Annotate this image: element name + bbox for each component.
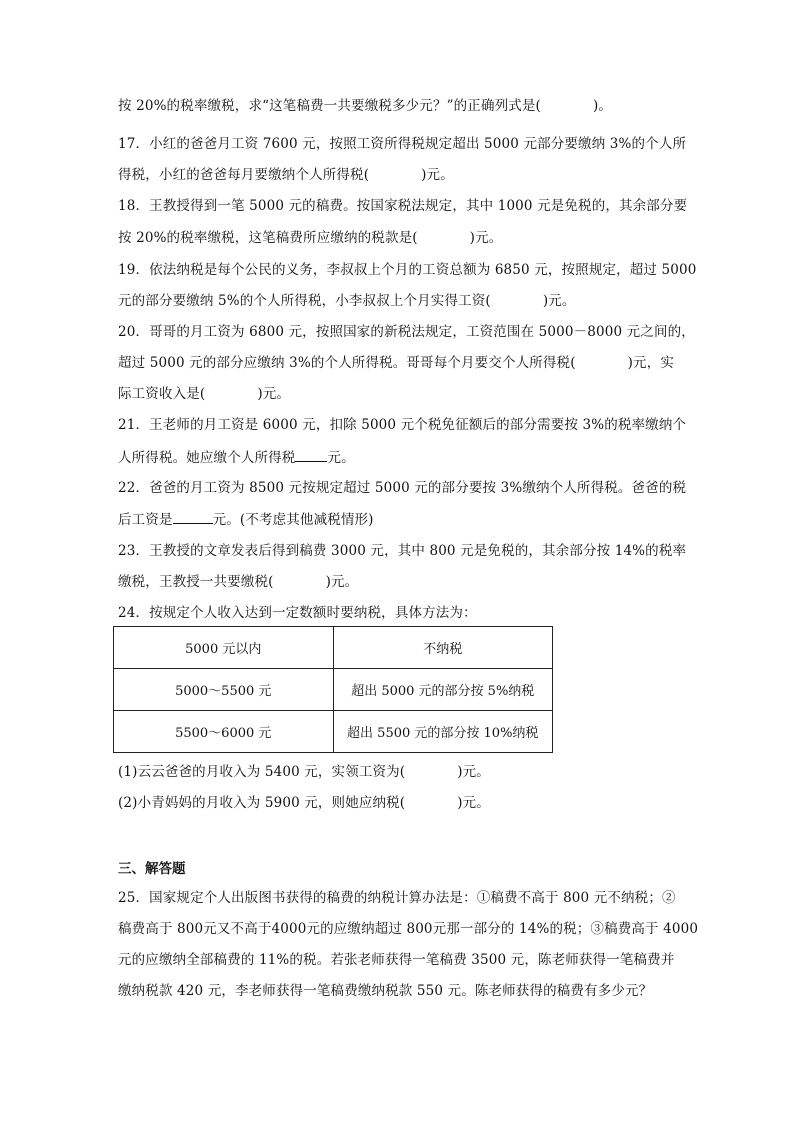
text: (2)小青妈妈的月收入为 5900 元，则她应纳税( [118,795,406,811]
question-21-line-1 [118,416,688,434]
question-19-line-1 [118,261,697,279]
table-cell: 5500～6000 元 [114,711,334,753]
text: 22．爸爸的月工资为 8500 元按规定超过 5000 元的部分要按 3%缴纳个人所得税。爸爸的税 [118,480,687,496]
question-18-line-1 [118,197,688,215]
text: 元。 [327,450,355,466]
text: )元。 [421,167,454,183]
answer-blank [173,510,213,524]
text: )元。 [257,386,291,402]
question-25-line-1 [118,889,688,907]
text: )元。 [457,764,490,780]
table-cell: 不纳税 [333,627,553,669]
text: 按 20%的税率缴税，求“这笔稿费一共要缴税多少元？”的正确列式是( [118,98,541,114]
text: 20．哥哥的月工资为 6800 元，按照国家的新税法规定，工资范围在 5000－8000 元之间的， [118,324,695,340]
text: 18．王教授得到一笔 5000 元的稿费。按国家税法规定，其中 1000 元是免税的，其余部分要 [118,198,688,214]
question-25-line-4 [118,982,688,1000]
question-24-sub-1 [118,763,688,781]
question-16-tail [118,97,688,115]
text: )元。 [469,230,503,246]
text: )元，实 [627,355,674,371]
text: )元。 [325,574,359,590]
question-24-line-1 [118,604,688,622]
text: 23．王教授的文章发表后得到稿费 3000 元，其中 800 元是免税的，其余部分按 14%的税率 [118,543,687,559]
text: )元。 [542,293,576,309]
text: 24．按规定个人收入达到一定数额时要纳税，具体方法为： [118,605,477,621]
question-18-line-2 [118,229,688,247]
question-20-line-2 [118,354,688,372]
text: 元的应缴纳全部稿费的 11%的税。若张老师获得一笔稿费 3500 元，陈老师获得一笔稿费并 [118,952,675,968]
question-22-line-1 [118,479,688,497]
question-25-line-2 [118,920,699,938]
text: 按 20%的税率缴税，这笔稿费所应缴纳的税款是( [118,230,418,246]
question-19-line-2 [118,292,688,310]
table-row [114,669,553,711]
tax-rate-table [113,626,553,753]
question-20-line-1 [118,323,695,341]
question-21-line-2 [118,448,688,467]
text: 得税，小红的爸爸每月要缴纳个人所得税( [118,167,370,183]
question-23-line-1 [118,542,688,560]
text: )元。 [457,795,490,811]
text: )。 [592,98,613,114]
text: 元的部分要缴纳 5%的个人所得税，小李叔叔上个月实得工资( [118,293,491,309]
text: 后工资是 [118,512,173,528]
text: 人所得税。她应缴个人所得税 [118,450,296,466]
table-cell: 超出 5000 元的部分按 5%纳税 [333,669,553,711]
question-17-line-1 [118,135,688,153]
table-cell: 5000～5500 元 [114,669,334,711]
question-20-line-3 [118,385,688,403]
question-24-sub-2 [118,794,688,812]
text: (1)云云爸爸的月收入为 5400 元，实领工资为( [118,764,406,780]
question-23-line-2 [118,573,688,591]
table-row [114,711,553,753]
table-cell: 超出 5500 元的部分按 10%纳税 [333,711,553,753]
question-22-line-2 [118,510,688,529]
text: 缴税，王教授一共要缴税( [118,574,274,590]
text: 缴纳税款 420 元，李老师获得一笔稿费缴纳税款 550 元。陈老师获得的稿费有多少元？ [118,983,653,999]
text: 稿费高于 800元又不高于4000元的应缴纳超过 800元那一部分的 14%的税；③稿费高于 4000 [118,921,699,937]
text: 17．小红的爸爸月工资 7600 元，按照工资所得税规定超出 5000 元部分要缴纳 3%的个人所 [118,136,687,152]
answer-blank [295,448,327,462]
text: 际工资收入是( [118,386,206,402]
text: 19．依法纳税是每个公民的义务，李叔叔上个月的工资总额为 6850 元，按照规定，超过 5000 [118,262,697,278]
text: 25．国家规定个人出版图书获得的稿费的纳税计算办法是：①稿费不高于 800 元不纳税；② [118,890,676,906]
table-row [114,627,553,669]
text: 元。(不考虑其他减税情形) [212,512,374,528]
text: 超过 5000 元的部分应缴纳 3%的个人所得税。哥哥每个月要交个人所得税( [118,355,576,371]
text: 21．王老师的月工资是 6000 元，扣除 5000 元个税免征额后的部分需要按 3%的税率缴纳个 [118,417,687,433]
section-heading: 三、解答题 [118,861,186,877]
question-25-line-3 [118,951,688,969]
table-cell: 5000 元以内 [114,627,334,669]
question-17-line-2 [118,166,688,184]
